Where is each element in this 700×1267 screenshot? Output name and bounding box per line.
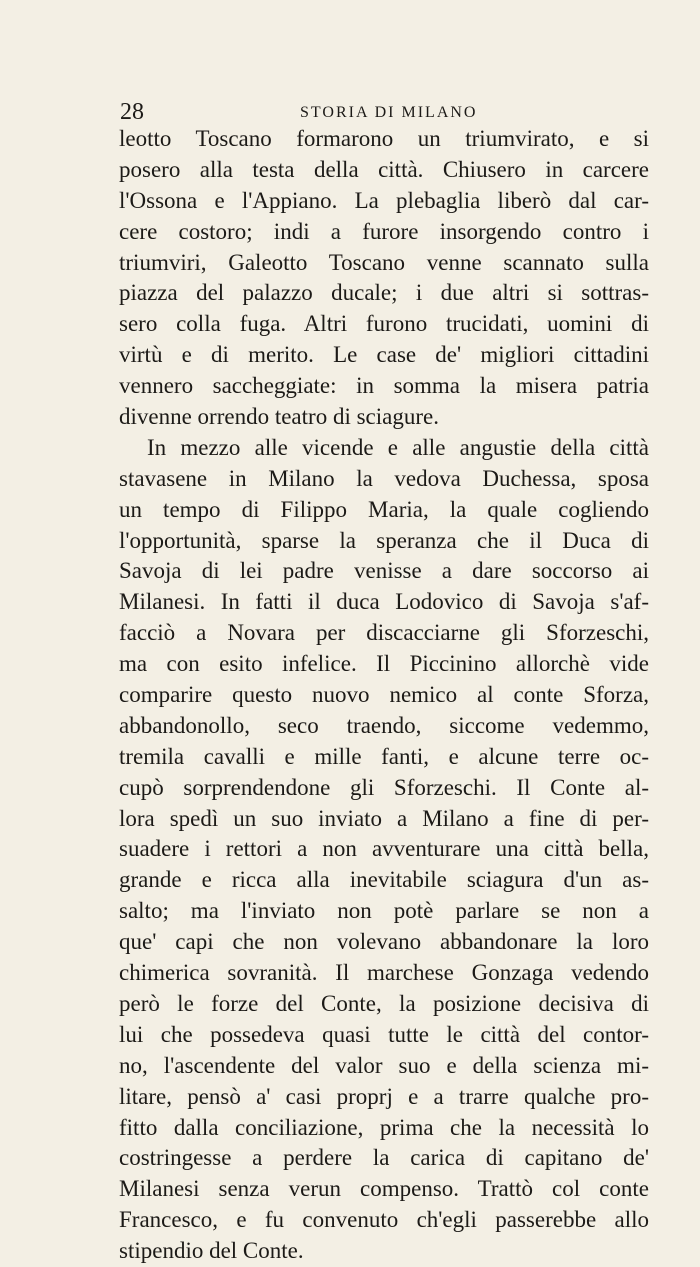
text-line: stavasene in Milano la vedova Duchessa, sposa [119,465,649,491]
text-line: comparire questo nuovo nemico al conte Sforza, [119,682,649,708]
text-line: cupò sorprendendone gli Sforzeschi. Il Conte al- [119,774,649,800]
text-line: Francesco, e fu convenuto ch'egli passerebbe allo [119,1207,649,1233]
text-line: però le forze del Conte, la posizione decisiva di [119,990,649,1016]
text-line: l'Ossona e l'Appiano. La plebaglia liberò dal car- [119,187,649,213]
text-line: piazza del palazzo ducale; i due altri si sottras- [119,280,649,306]
text-line: Milanesi senza verun compenso. Trattò col conte [119,1176,649,1202]
paragraph-first-line: In mezzo alle vicende e alle angustie della città [147,434,649,460]
text-line: abbandonollo, seco traendo, siccome vedemmo, [119,712,649,738]
text-line: leotto Toscano formarono un triumvirato, e si [119,126,649,151]
text-line: chimerica sovranità. Il marchese Gonzaga vedendo [119,960,649,986]
text-line: salto; ma l'inviato non potè parlare se non a [119,898,649,924]
text-line: posero alla testa della città. Chiusero in carcere [119,156,649,182]
text-line: triumviri, Galeotto Toscano venne scannato sulla [119,249,649,275]
text-line: Milanesi. In fatti il duca Lodovico di Savoja s'af- [119,589,649,615]
text-line: vennero saccheggiate: in somma la misera patria [119,373,649,399]
text-line: fitto dalla conciliazione, prima che la necessità lo [119,1114,649,1140]
page-number: 28 [120,99,144,125]
paragraph-last-line: divenne orrendo teatro di sciagure. [119,404,439,430]
text-line: l'opportunità, sparse la speranza che il Duca di [119,527,649,553]
text-line: costringesse a perdere la carica di capitano de' [119,1145,649,1171]
text-line: Savoja di lei padre venisse a dare soccorso ai [119,558,649,584]
running-head [120,98,650,126]
text-line: que' capi che non volevano abbandonare la loro [119,929,649,955]
text-line: virtù e di merito. Le case de' migliori cittadini [119,342,649,368]
text-line: suadere i rettori a non avventurare una città bella, [119,836,649,862]
text-line: un tempo di Filippo Maria, la quale cogliendo [119,496,649,522]
text-line: litare, pensò a' casi proprj e a trarre qualche pro- [119,1083,649,1109]
paragraph-last-line: stipendio del Conte. [119,1238,304,1264]
text-line: facciò a Novara per discacciarne gli Sforzeschi, [119,620,649,646]
text-line: lora spedì un suo inviato a Milano a fine di per- [119,805,649,831]
text-line: cere costoro; indi a furore insorgendo contro i [119,218,649,244]
text-line: ma con esito infelice. Il Piccinino allorchè vide [119,651,649,677]
running-title: STORIA DI MILANO [300,104,478,121]
body-text [119,124,649,1267]
text-line: no, l'ascendente del valor suo e della scienza mi- [119,1052,649,1078]
text-line: tremila cavalli e mille fanti, e alcune terre oc- [119,743,649,769]
text-line: grande e ricca alla inevitabile sciagura d'un as- [119,867,649,893]
text-line: lui che possedeva quasi tutte le città del contor- [119,1021,649,1047]
text-line: sero colla fuga. Altri furono trucidati, uomini di [119,311,649,337]
